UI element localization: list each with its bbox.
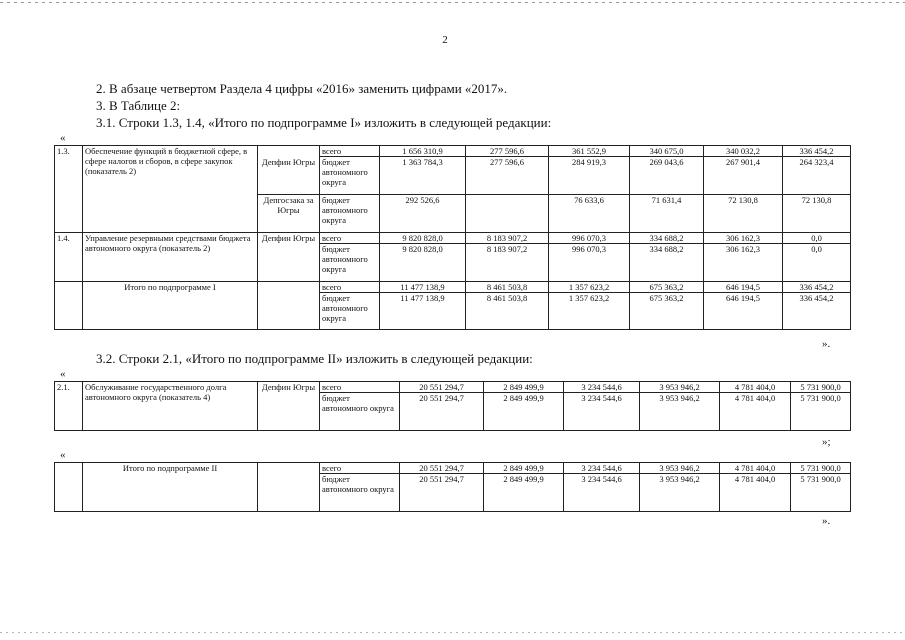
value-cell: 2 849 499,9 (484, 393, 564, 431)
executor-cell: Депфин Югры (258, 382, 320, 431)
value-cell: 284 919,3 (549, 157, 630, 195)
value-cell: 11 477 138,9 (380, 282, 466, 293)
source-cell: всего (320, 233, 380, 244)
row-number: 2.1. (55, 382, 83, 431)
quote-open-3: « (60, 449, 66, 461)
quote-close-2: »; (822, 436, 831, 448)
table-row (55, 382, 851, 393)
value-cell: 20 551 294,7 (400, 382, 484, 393)
row-name: Управление резервными средствами бюджета автономного округа (показатель 2) (83, 233, 258, 282)
source-cell: всего (320, 382, 400, 393)
value-cell: 8 183 907,2 (466, 244, 549, 282)
value-cell: 71 631,4 (630, 195, 704, 233)
table-subprogram-1 (54, 145, 851, 330)
value-cell: 277 596,6 (466, 157, 549, 195)
value-cell: 306 162,3 (704, 233, 783, 244)
value-cell: 5 731 900,0 (791, 382, 851, 393)
value-cell: 1 357 623,2 (549, 293, 630, 330)
table-subprogram-2-total (54, 462, 851, 512)
value-cell: 2 849 499,9 (484, 382, 564, 393)
value-cell: 334 688,2 (630, 233, 704, 244)
table-row (55, 282, 851, 293)
value-cell: 76 633,6 (549, 195, 630, 233)
value-cell: 996 070,3 (549, 233, 630, 244)
value-cell: 646 194,5 (704, 282, 783, 293)
row-number: 1.3. (55, 146, 83, 233)
row-name: Обеспечение функций в бюджетной сфере, в сфере налогов и сборов, в сфере закупок (показатель 2) (83, 146, 258, 233)
value-cell: 5 731 900,0 (791, 474, 851, 512)
value-cell: 996 070,3 (549, 244, 630, 282)
value-cell: 1 363 784,3 (380, 157, 466, 195)
value-cell: 3 234 544,6 (564, 393, 640, 431)
row-number: 1.4. (55, 233, 83, 282)
executor-cell: Депгосзака за Югры (258, 195, 320, 233)
paragraph-3: 3. В Таблице 2: (96, 98, 181, 113)
value-cell: 336 454,2 (783, 293, 851, 330)
source-cell: всего (320, 282, 380, 293)
source-cell: всего (320, 146, 380, 157)
value-cell: 3 953 946,2 (640, 474, 720, 512)
value-cell: 269 043,6 (630, 157, 704, 195)
value-cell: 0,0 (783, 244, 851, 282)
executor-cell: Депфин Югры (258, 233, 320, 282)
value-cell: 3 953 946,2 (640, 382, 720, 393)
value-cell: 334 688,2 (630, 244, 704, 282)
value-cell: 4 781 404,0 (720, 474, 791, 512)
scan-edge-top (0, 2, 905, 3)
table-row (55, 463, 851, 474)
value-cell: 20 551 294,7 (400, 393, 484, 431)
quote-close-1: ». (822, 338, 831, 350)
value-cell: 4 781 404,0 (720, 382, 791, 393)
value-cell: 20 551 294,7 (400, 474, 484, 512)
paragraph-3-2: 3.2. Строки 2.1, «Итого по подпрограмме II» изложить в следующей редакции: (96, 351, 533, 366)
row-name: Обслуживание государственного долга автономного округа (показатель 4) (83, 382, 258, 431)
value-cell: 3 234 544,6 (564, 382, 640, 393)
value-cell: 2 849 499,9 (484, 463, 564, 474)
paragraph-2: 2. В абзаце четвертом Раздела 4 цифры «2016» заменить цифрами «2017». (96, 81, 508, 96)
value-cell: 8 183 907,2 (466, 233, 549, 244)
value-cell: 11 477 138,9 (380, 293, 466, 330)
value-cell: 277 596,6 (466, 146, 549, 157)
quote-open-2: « (60, 368, 66, 380)
value-cell: 2 849 499,9 (484, 474, 564, 512)
value-cell: 306 162,3 (704, 244, 783, 282)
value-cell: 675 363,2 (630, 293, 704, 330)
paragraph-3-1: 3.1. Строки 1.3, 1.4, «Итого по подпрограмме I» изложить в следующей редакции: (96, 115, 552, 130)
value-cell: 336 454,2 (783, 146, 851, 157)
quote-close-3: ». (822, 515, 831, 527)
value-cell: 675 363,2 (630, 282, 704, 293)
value-cell: 340 032,2 (704, 146, 783, 157)
value-cell: 267 901,4 (704, 157, 783, 195)
value-cell: 72 130,8 (704, 195, 783, 233)
source-cell: бюджет автономного округа (320, 293, 380, 330)
value-cell: 5 731 900,0 (791, 463, 851, 474)
value-cell: 8 461 503,8 (466, 282, 549, 293)
value-cell: 8 461 503,8 (466, 293, 549, 330)
source-cell: всего (320, 463, 400, 474)
source-cell: бюджет автономного округа (320, 393, 400, 431)
value-cell (466, 195, 549, 233)
table-row (55, 146, 851, 157)
value-cell: 20 551 294,7 (400, 463, 484, 474)
value-cell: 264 323,4 (783, 157, 851, 195)
source-cell: бюджет автономного округа (320, 157, 380, 195)
source-cell: бюджет автономного округа (320, 474, 400, 512)
quote-open-1: « (60, 132, 66, 144)
value-cell: 1 656 310,9 (380, 146, 466, 157)
source-cell: бюджет автономного округа (320, 195, 380, 233)
value-cell: 3 953 946,2 (640, 463, 720, 474)
value-cell: 5 731 900,0 (791, 393, 851, 431)
table-row (55, 233, 851, 244)
value-cell: 336 454,2 (783, 282, 851, 293)
value-cell: 3 234 544,6 (564, 474, 640, 512)
value-cell: 3 234 544,6 (564, 463, 640, 474)
source-cell: бюджет автономного округа (320, 244, 380, 282)
value-cell: 361 552,9 (549, 146, 630, 157)
value-cell: 4 781 404,0 (720, 393, 791, 431)
value-cell: 646 194,5 (704, 293, 783, 330)
value-cell: 72 130,8 (783, 195, 851, 233)
page-number: 2 (442, 34, 448, 46)
executor-cell: Депфин Югры (258, 157, 320, 195)
total-name: Итого по подпрограмме II (83, 463, 258, 512)
value-cell: 3 953 946,2 (640, 393, 720, 431)
total-name: Итого по подпрограмме I (83, 282, 258, 330)
value-cell: 1 357 623,2 (549, 282, 630, 293)
scan-edge-bottom (0, 632, 905, 633)
table-row-2-1 (54, 381, 851, 431)
value-cell: 9 820 828,0 (380, 244, 466, 282)
value-cell: 340 675,0 (630, 146, 704, 157)
value-cell: 0,0 (783, 233, 851, 244)
value-cell: 9 820 828,0 (380, 233, 466, 244)
value-cell: 292 526,6 (380, 195, 466, 233)
value-cell: 4 781 404,0 (720, 463, 791, 474)
